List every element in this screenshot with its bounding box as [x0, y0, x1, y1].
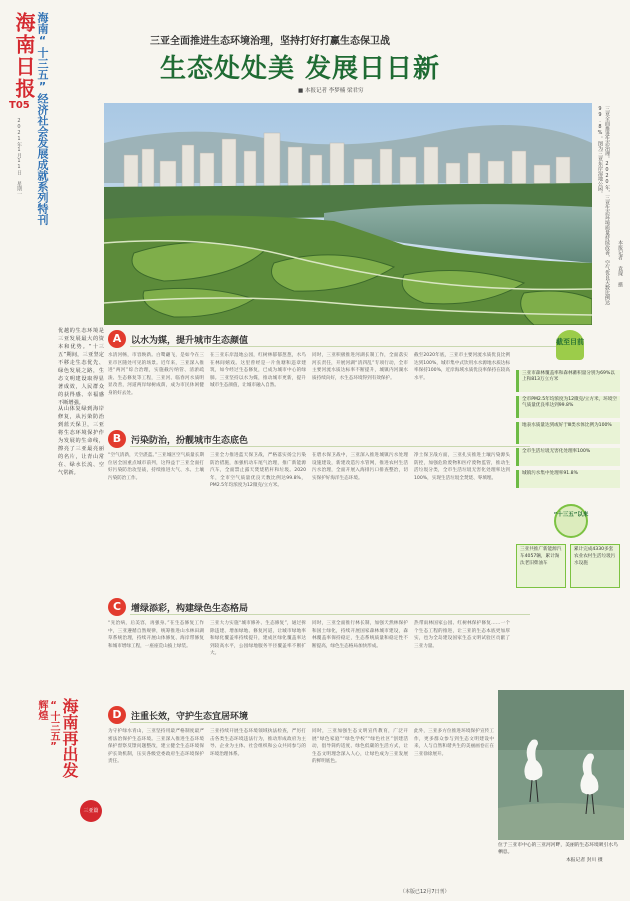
achievement-row: 全市生活垃圾无害化处理率100% — [516, 448, 620, 466]
achievement-row: 地表水质量达到或好于Ⅲ类水体比例为100% — [516, 422, 620, 444]
section-c-rule — [130, 614, 530, 615]
section-a-col4: 截至2020年底，三亚市主要河流水质优良比例达到100%，城市集中式饮用水水源地水质达标率保持100%，近岸海域水质优良率保持在较高水平。 — [414, 353, 510, 381]
section-b-col1: “空气清新，天空湛蓝。”三亚城区空气质量长期位居全国重点城市前列，这得益于三亚全面打好污染防治攻坚战，持续推进大气、水、土壤污染防治工作。 — [108, 453, 204, 481]
series-title: 海南“十三五”经济社会发展成就系列特刊 — [36, 12, 49, 225]
egret-photo — [498, 690, 624, 840]
photo-caption: 三亚全面推进生态治理。2020年，三亚生态环境质量持续改善，空气优良天数比例达99.8%。图为三亚东岸湿地公园。 — [597, 106, 610, 305]
series-banner — [0, 690, 104, 830]
section-b-rule — [130, 446, 530, 447]
plan-item: 累计完成4330多套农业农村生活垃圾污水设施 — [570, 544, 620, 588]
section-c-badge: C — [108, 598, 126, 616]
kicker: 三亚全面推进生态环境治理，坚持打好打赢生态保卫战 — [150, 36, 390, 47]
section-a-title: 以水为媒，提升城市生态颜值 — [131, 336, 249, 346]
banner-badge: 三亚篇 — [80, 800, 102, 822]
section-d-col4: 此外，三亚多方位推进环境保护宣传工作，更多群众参与到生态文明建设中来，人与自然和谐共生的美丽画卷正在三亚徐徐展开。 — [414, 729, 494, 757]
section-b-col4: 净土保卫战方面，三亚扎实推进土壤污染源头防控，加强危险废物和医疗废物监管，推动生活垃圾分类，全市生活垃圾无害化处理率达到100%，实现生活垃圾全焚烧、零填埋。 — [414, 453, 510, 481]
section-c-title: 增绿添彩，构建绿色生态格局 — [131, 604, 249, 614]
intro-paragraph-2: 从山体复绿到海岸修复，从污染防治到蓝天保卫，三亚将生态环境保护作为发展的生命线，擦亮了三亚最亮丽的名片，让青山常在、绿水长流、空气常新。 — [58, 406, 104, 476]
section-d-col2: 三亚持续开展生态环境领域执法检查，严厉打击各类生态环境违法行为，推动形成政府为主导、企业为主体、社会组织和公众共同参与的环境治理体系。 — [210, 729, 306, 757]
photo-credit: 本报记者 袁琛 摄 — [617, 240, 623, 287]
achievement-row: 城镇污水集中处理率91.8% — [516, 470, 620, 488]
achievement-row: 三亚市森林覆盖率和森林蓄积量分别为69%以上和813万立方米 — [516, 370, 620, 392]
section-c-col1: “先治病，后美容，再强身。”在生态修复工作中，三亚遵循自然规律，统筹推进山水林田湖草系统治理，持续开展山体修复、海岸带修复和城市增绿工程，一座座荒山披上绿装。 — [108, 621, 204, 649]
section-b-col2: 三亚全力推进蓝天保卫战，严格落实扬尘污染防治措施，加强机动车尾气治理，推广新能源汽车，全面禁止露天焚烧秸秆和垃圾。2020年，全市空气质量优良天数比例达99.8%，PM2.5年均浓度为12微克/立方米。 — [210, 453, 306, 489]
section-b-col3: 在碧水保卫战中，三亚深入推进城镇污水处理设施建设，新建改造污水管网，推进农村生活污水治理，全面开展入海排污口排查整治，切实保护好海洋生态环境。 — [312, 453, 408, 481]
footnote-c: （本版已12月7日刊） — [400, 889, 450, 895]
plan-item: 三亚共推广新能源汽车4057辆，累计淘汰老旧柴油车 — [516, 544, 566, 588]
intro-paragraph: 优越的生态环境是三亚发展最大的资本和优势。“十三五”期间，三亚坚定不移走生态优先、绿色发展之路，生态文明建设取得显著成效，人民群众的获得感、幸福感不断增强。 — [58, 328, 104, 406]
section-a-col3: 同时，三亚积极推进河湖长制工作，全面落实河长责任，开展河湖“清四乱”专项行动，全市主要河流水质达标率不断提升，城镇内河湖水质持续向好，水生态环境得到有效保护。 — [312, 353, 408, 381]
egret-credit: 本报记者 封川 摄 — [566, 858, 603, 863]
byline: ■ 本报记者 李梦楠 梁君穷 — [298, 88, 364, 94]
headline: 生态处处美 发展日日新 — [160, 54, 441, 84]
issue-number: T05 — [9, 100, 30, 111]
section-a-badge: A — [108, 330, 126, 348]
achievements-box — [516, 330, 620, 600]
section-a-col1: 水清河畅，市容焕新。白鹭翩飞，是如今在三亚市区随处可见的场景。近年来，三亚深入推进“两河”综合治理，实施截污纳管、清淤疏浚、生态修复等工程，三亚河、临春河水质明显改善，河道两岸绿树成荫，成为市民休闲健身的好去处。 — [108, 353, 204, 396]
section-c-col4: 热带雨林国家公园、红树林保护修复……一个个生态工程的推进，让三亚的生态本底更加厚实，也为全岛建设国家生态文明试验区贡献了三亚力量。 — [414, 621, 510, 649]
banner-title: 海南再出发 — [60, 698, 79, 778]
section-d-col3: 同时，三亚加强生态文明宣传教育，广泛开展“绿色家庭”“绿色学校”“绿色社区”创建活动，倡导简约适度、绿色低碳的生活方式，让生态文明理念深入人心，让绿色成为三亚发展的鲜明底色。 — [312, 729, 408, 765]
banner-label-1: 辉煌 — [36, 700, 47, 720]
masthead-column — [0, 0, 58, 330]
plan-badge — [554, 504, 588, 538]
banner-label-2: “十三五” — [48, 700, 59, 752]
section-c-col3: 同时，三亚全面推行林长制，加强天然林保护和国土绿化，持续开展国家森林城市建设，森林覆盖率保持稳定，生态系统质量和稳定性不断提高，绿色生态格局加快形成。 — [312, 621, 408, 649]
section-a-rule — [130, 346, 560, 347]
egret-caption: 位于三亚市中心的三亚河河畔，美丽的生态环境吸引水鸟栖息。 — [498, 843, 618, 855]
section-a-col2: 在三亚东岸湿地公园，红树林郁郁葱葱，水鸟在林间嬉戏。这里曾经是一片鱼塘和违章建筑，如今经过生态修复，已成为城市中心的绿肺。三亚坚持以水为媒，推动城市更新，提升城市生态颜值，让城市融入自然。 — [210, 353, 306, 389]
section-b-badge: B — [108, 430, 126, 448]
section-d-badge: D — [108, 706, 126, 724]
paper-logo: 海南日报 — [12, 12, 36, 100]
section-d-col1: 为守护绿水青山，三亚坚持用最严格制度最严密法治保护生态环境。三亚深入推进生态环境保护督察反馈问题整改，建立健全生态环境保护长效机制，压实各级党委政府生态环境保护责任。 — [108, 729, 204, 765]
section-d-rule — [130, 722, 470, 723]
section-d-title: 注重长效，守护生态宜居环境 — [131, 712, 249, 722]
achievement-row: 全市PM2.5年均浓度为12微克/立方米，环境空气质量优良率达到99.8% — [516, 396, 620, 418]
header — [60, 10, 625, 100]
issue-date: 2021年1月11日 星期一 — [16, 118, 22, 196]
plan-title: “十三五”以来 — [553, 512, 589, 518]
achievements-title: 截至目前 — [556, 338, 584, 346]
section-b-title: 污染防治，扮靓城市生态底色 — [131, 436, 249, 446]
section-c-col2: 三亚大力实施“城市修补、生态修复”，通过拆除违建、增加绿地、修复河道，让城市绿地率和绿化覆盖率持续提升，建成区绿化覆盖率达到较高水平，公园绿地服务半径覆盖率不断扩大。 — [210, 621, 306, 657]
wetland-photo — [104, 103, 592, 325]
